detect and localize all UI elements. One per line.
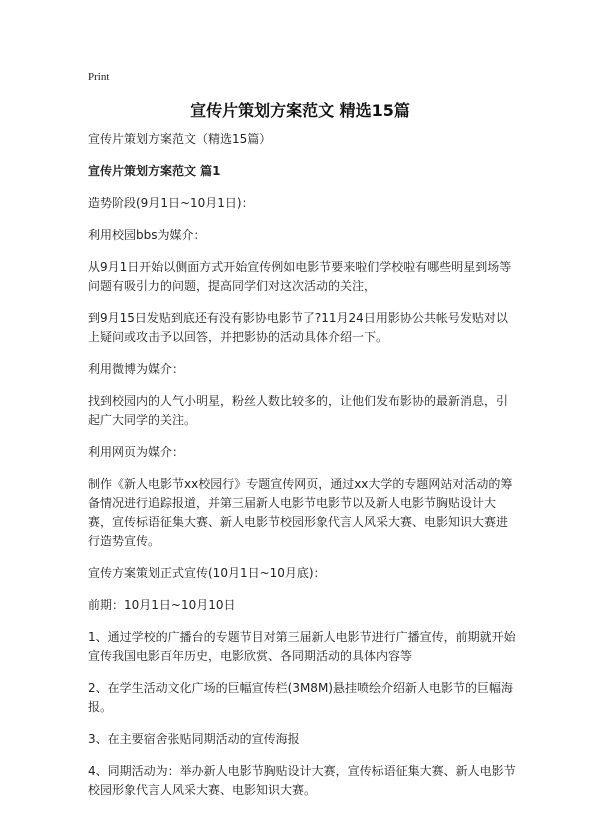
paragraph: 找到校园内的人气小明星，粉丝人数比较多的，让他们发布影协的最新消息，引起广大同学的关注。 xyxy=(88,394,509,427)
section-heading: 宣传片策划方案范文 篇1 xyxy=(88,164,221,178)
paragraph: 宣传片策划方案范文（精选15篇） xyxy=(88,132,272,146)
paragraph: 4、同期活动为：举办新人电影节胸贴设计大赛，宣传标语征集大赛、新人电影节校园形象代言人风采大赛、电影知识大赛。 xyxy=(88,764,516,797)
paragraph: 利用校园bbs为媒介： xyxy=(88,228,206,242)
document-body xyxy=(88,130,518,813)
paragraph: 2、在学生活动文化广场的巨幅宣传栏(3M8M)悬挂喷绘介绍新人电影节的巨幅海报。 xyxy=(88,681,513,714)
paragraph: 利用网页为媒介： xyxy=(88,445,185,459)
document-title: 宣传片策划方案范文 精选15篇 xyxy=(190,101,410,120)
paragraph: 前期：10月1日~10月10日 xyxy=(88,598,236,612)
paragraph: 1、通过学校的广播台的专题节目对第三届新人电影节进行广播宣传，前期就开始宣传我国电影百年历史，电影欣赏、各同期活动的具体内容等 xyxy=(88,630,516,663)
paragraph: 制作《新人电影节xx校园行》专题宣传网页，通过xx大学的专题网站对活动的筹备情况进行追踪报道，并第三届新人电影节电影节以及新人电影节胸贴设计大赛，宣传标语征集大赛、新人电影节校园形象代言人风采大赛、电影知识大赛进行造势宣传。 xyxy=(88,477,513,548)
paragraph: 造势阶段(9月1日~10月1日)： xyxy=(88,196,254,210)
print-label: Print xyxy=(88,71,110,83)
paragraph: 到9月15日发贴到底还有没有影协电影节了?11月24日用影协公共帐号发贴对以上疑问或攻击予以回答，并把影协的活动具体介绍一下。 xyxy=(88,311,508,344)
paragraph: 利用微博为媒介： xyxy=(88,362,185,376)
paragraph: 从9月1日开始以侧面方式开始宣传例如电影节要来啦们学校啦有哪些明星到场等问题有吸引力的问题，提高同学们对这次活动的关注， xyxy=(88,260,512,293)
paragraph: 3、在主要宿舍张贴同期活动的宣传海报 xyxy=(88,732,300,746)
paragraph: 宣传方案策划正式宣传(10月1日~10月底)： xyxy=(88,566,326,580)
